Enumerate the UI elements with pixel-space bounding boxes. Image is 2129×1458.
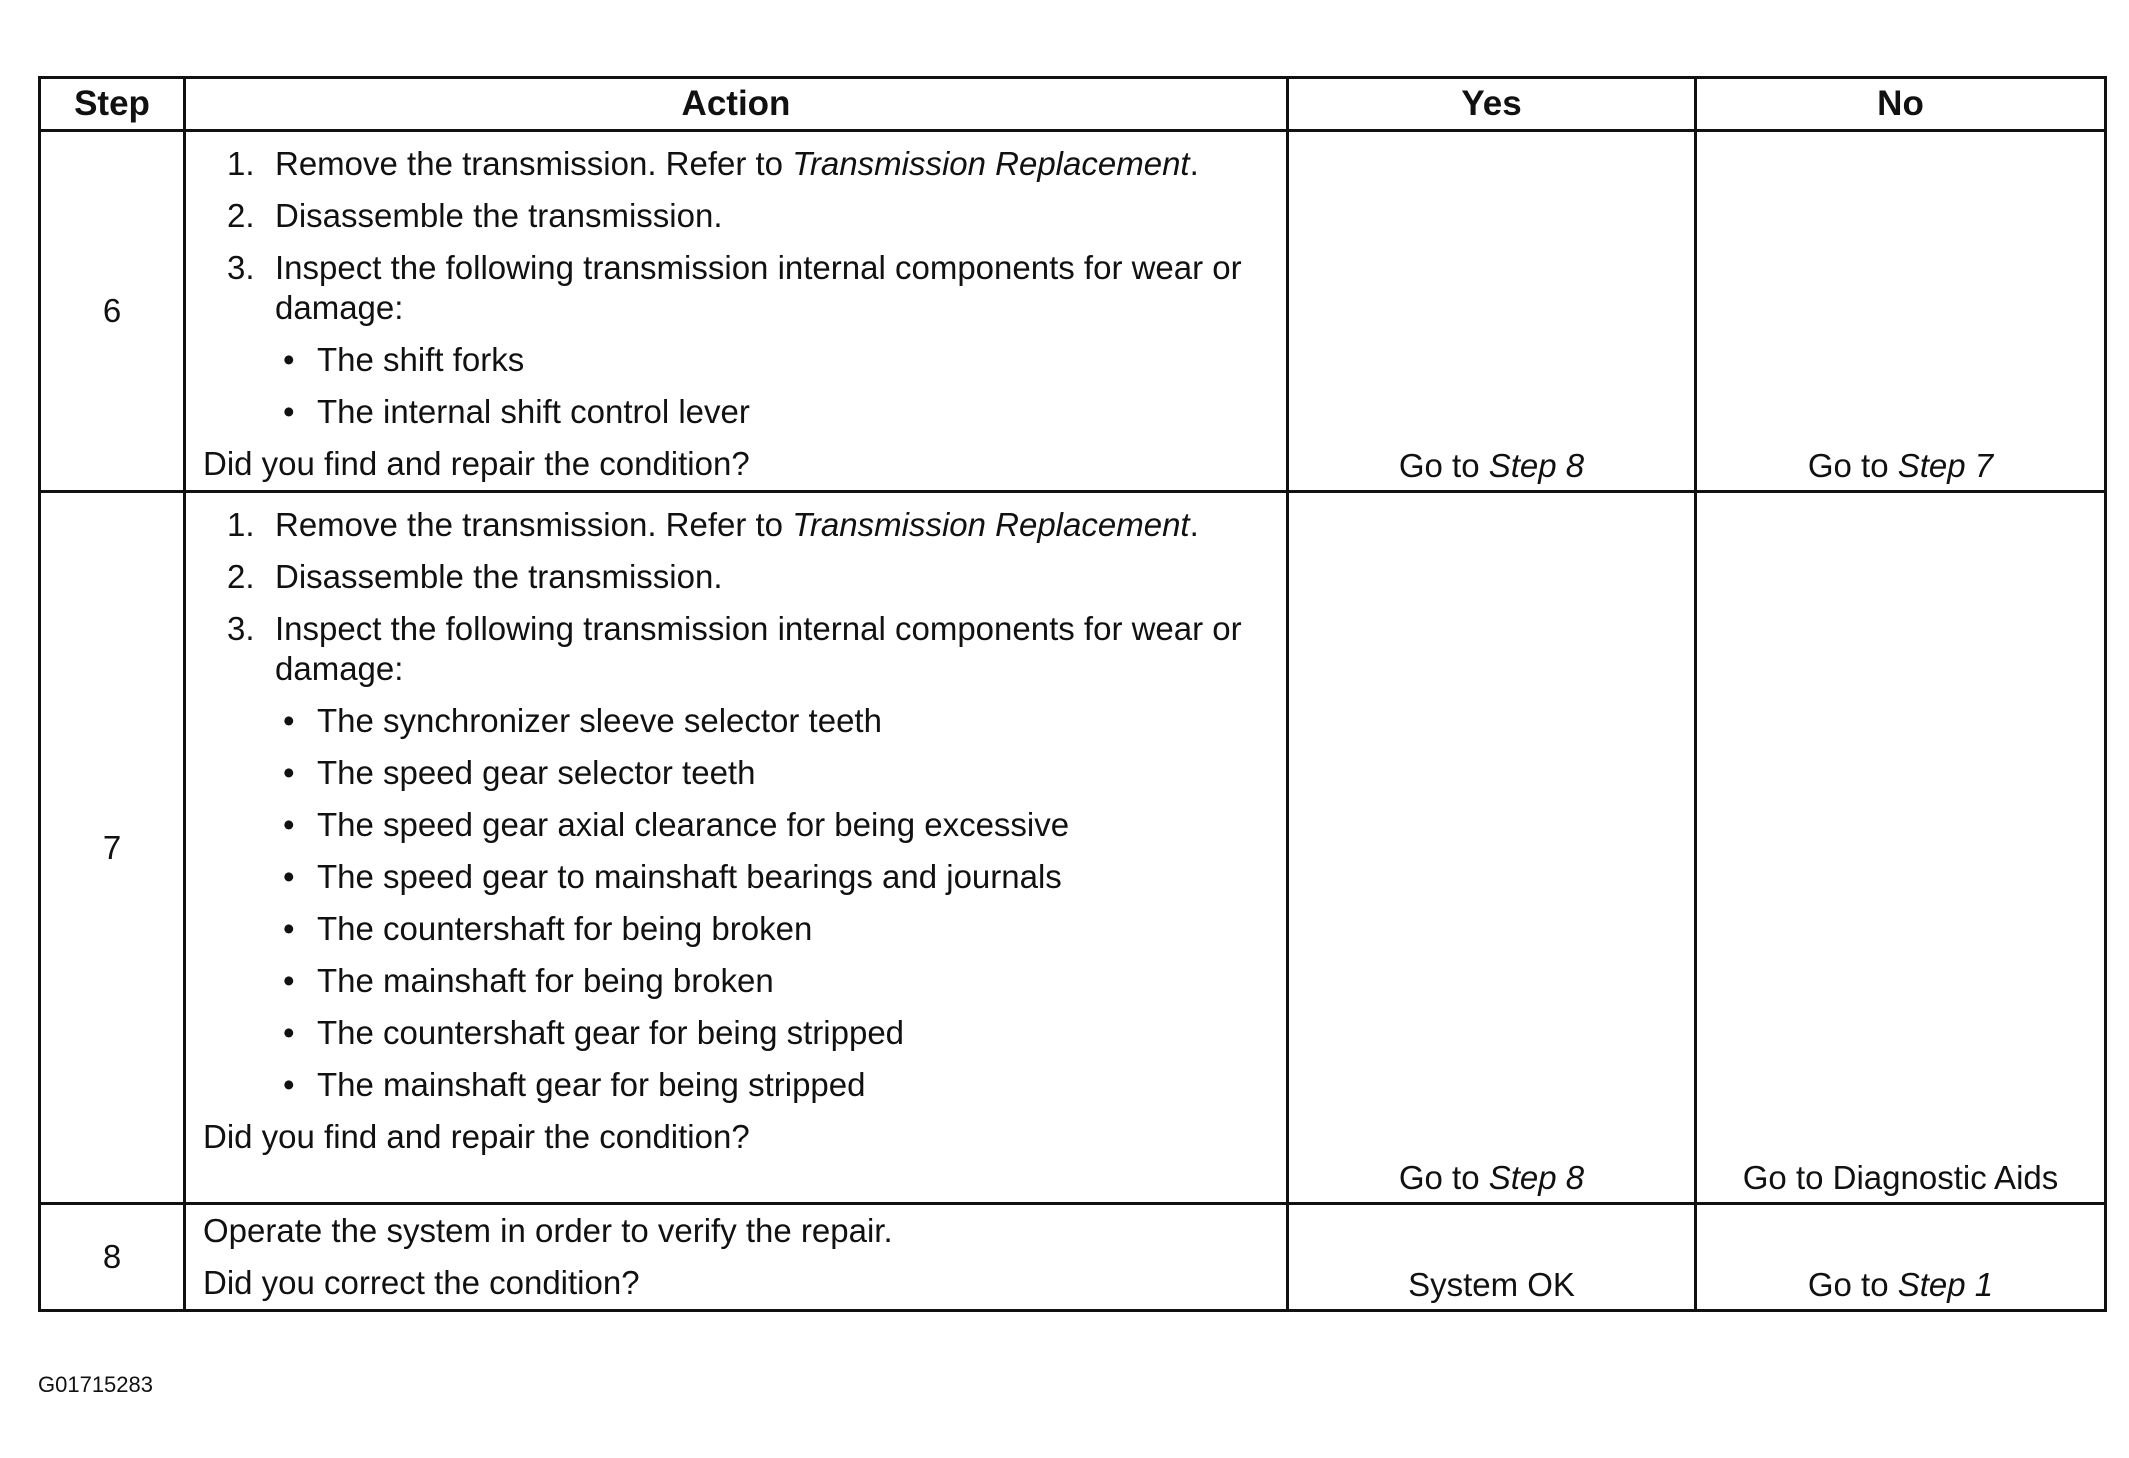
bullet-item [203,857,1270,897]
item-text: Disassemble the transmission. [275,197,723,234]
bullet-item [203,392,1270,432]
bullet-icon: • [283,858,295,895]
header-action: Action [185,78,1288,131]
step-reference: Step 8 [1488,447,1585,484]
bullet-text: The speed gear to mainshaft bearings and journals [317,858,1062,895]
action-cell [185,131,1288,492]
result-prefix: Go to [1398,447,1489,484]
bullet-item [203,805,1270,845]
diagnostic-table [38,76,2107,1312]
step-number: 7 [40,492,185,1204]
question-text: Did you find and repair the condition? [203,1118,750,1155]
procedure-reference: Transmission Replacement [792,145,1190,182]
yes-result: System OK [1288,1204,1696,1311]
result-prefix: Go to [1807,447,1898,484]
numbered-item [203,609,1270,689]
numbered-item [203,144,1270,184]
bullet-item [203,340,1270,380]
bullet-text: The speed gear axial clearance for being excessive [317,806,1070,843]
header-step: Step [40,78,185,131]
item-text: Inspect the following transmission internal components for wear or damage: [275,610,1242,687]
no-result [1696,1204,2106,1311]
item-text [275,505,1270,545]
yes-result [1288,131,1696,492]
header-no: No [1696,78,2106,131]
yes-result [1288,492,1696,1204]
bullet-text: The countershaft gear for being stripped [317,1014,905,1051]
bullet-icon: • [283,393,295,430]
header-row [40,78,2106,131]
table-row [40,492,2106,1204]
bullet-icon: • [283,1066,295,1103]
bullet-icon: • [283,341,295,378]
item-number: 1. [227,506,255,543]
bullet-icon: • [283,702,295,739]
item-text: Disassemble the transmission. [275,558,723,595]
step-number: 6 [40,131,185,492]
no-result: Go to Diagnostic Aids [1696,492,2106,1204]
item-text-main: Remove the transmission. Refer to [275,506,793,543]
item-text-main: Remove the transmission. Refer to [275,145,793,182]
no-result [1696,131,2106,492]
bullet-item [203,1065,1270,1105]
item-text-end: . [1189,145,1199,182]
bullet-item [203,909,1270,949]
step-number: 8 [40,1204,185,1311]
numbered-item [203,248,1270,328]
figure-id-caption: G01715283 [38,1372,153,1397]
item-text [275,144,1270,184]
bullet-icon: • [283,754,295,791]
step-reference: Step 8 [1488,1159,1585,1196]
item-number: 3. [227,249,255,286]
table-row [40,1204,2106,1311]
item-number: 3. [227,610,255,647]
result-prefix: Go to [1398,1159,1489,1196]
bullet-item [203,961,1270,1001]
bullet-icon: • [283,962,295,999]
bullet-item [203,1013,1270,1053]
bullet-text: The mainshaft gear for being stripped [317,1066,866,1103]
item-number: 2. [227,558,255,595]
question-text: Did you correct the condition? [203,1264,640,1301]
bullet-text: The shift forks [317,341,525,378]
bullet-text: The internal shift control lever [317,393,750,430]
bullet-icon: • [283,910,295,947]
bullet-icon: • [283,806,295,843]
action-cell [185,1204,1288,1311]
item-number: 2. [227,197,255,234]
action-text: Operate the system in order to verify the repair. [203,1212,893,1249]
bullet-text: The synchronizer sleeve selector teeth [317,702,882,739]
step-reference: Step 7 [1897,447,1994,484]
numbered-item [203,505,1270,545]
numbered-item [203,196,1270,236]
step-reference: Step 1 [1897,1266,1994,1303]
item-text-end: . [1189,506,1199,543]
bullet-item [203,753,1270,793]
numbered-item [203,557,1270,597]
bullet-text: The speed gear selector teeth [317,754,756,791]
bullet-icon: • [283,1014,295,1051]
table-row [40,131,2106,492]
procedure-reference: Transmission Replacement [792,506,1190,543]
bullet-text: The mainshaft for being broken [317,962,774,999]
item-number: 1. [227,145,255,182]
header-yes: Yes [1288,78,1696,131]
question-text: Did you find and repair the condition? [203,445,750,482]
item-text: Inspect the following transmission internal components for wear or damage: [275,249,1242,326]
bullet-item [203,701,1270,741]
result-prefix: Go to [1807,1266,1898,1303]
bullet-text: The countershaft for being broken [317,910,813,947]
action-cell [185,492,1288,1204]
